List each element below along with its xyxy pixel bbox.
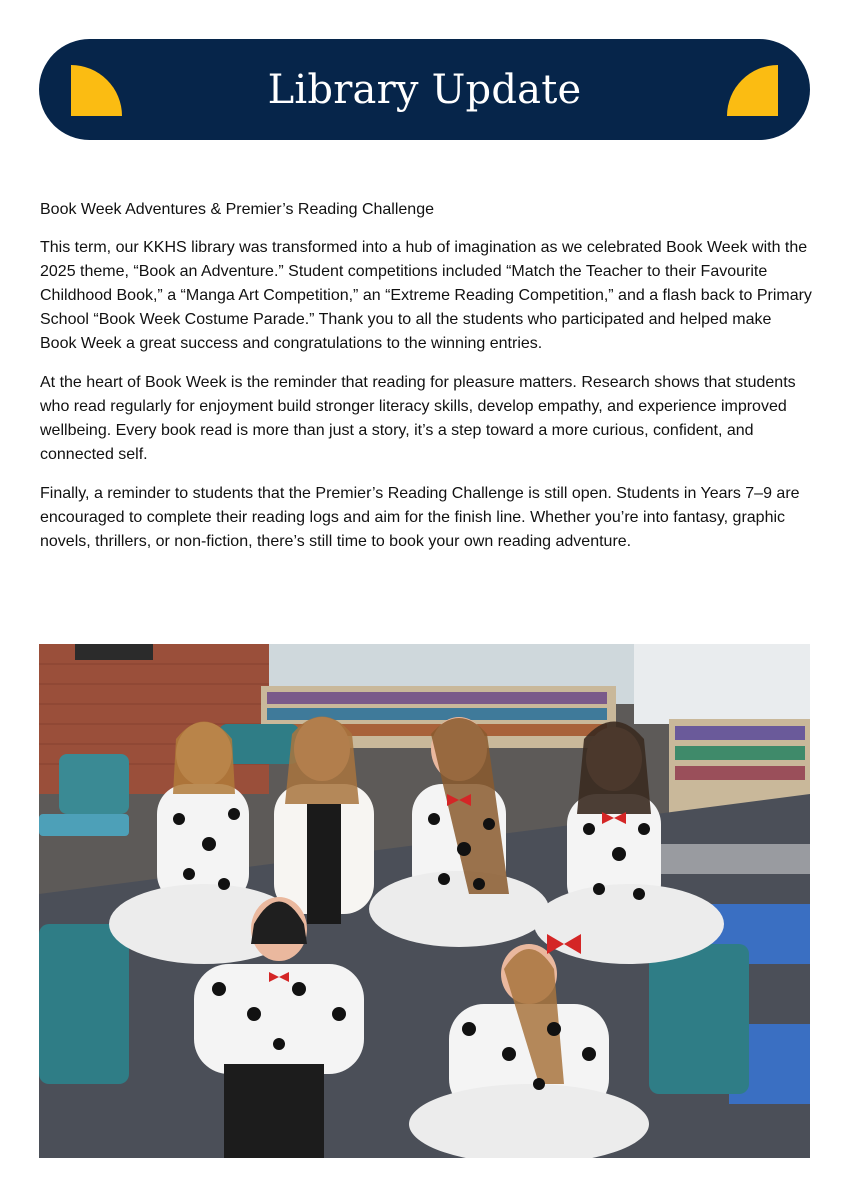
article-paragraph-2: At the heart of Book Week is the reminder that reading for pleasure matters. Research shows that students who read regularly for enjoyment build stronger literacy skills, develop empathy, and experience improved wellbeing. Every book read is more than just a story, it’s a step toward a more curious, confident, and connected self. [40, 374, 796, 463]
article-paragraph-3: Finally, a reminder to students that the Premier’s Reading Challenge is still open. Students in Years 7–9 are encouraged to complete their reading logs and aim for the finish line. Whether you’re into fantasy, graphic novels, thrillers, or non-fiction, there’s still time to book your own reading adventure. [40, 485, 800, 550]
article [40, 198, 812, 569]
book-week-photo [39, 644, 810, 1158]
decorative-quarter-circle-left [71, 65, 122, 116]
article-paragraph-1: This term, our KKHS library was transformed into a hub of imagination as we celebrated Book Week with the 2025 theme, “Book an Adventure.” Student competitions included “Match the Teacher to their Favourite Childhood Book,” a “Manga Art Competition,” an “Extreme Reading Competition,” and a flash back to Primary School “Book Week Costume Parade.” Thank you to all the students who participated and helped make Book Week a great success and congratulations to the winning entries. [40, 239, 812, 352]
decorative-quarter-circle-right [727, 65, 778, 116]
page-title: Library Update [267, 66, 582, 113]
page-banner [39, 39, 810, 140]
article-heading: Book Week Adventures & Premier’s Reading Challenge [40, 201, 434, 218]
